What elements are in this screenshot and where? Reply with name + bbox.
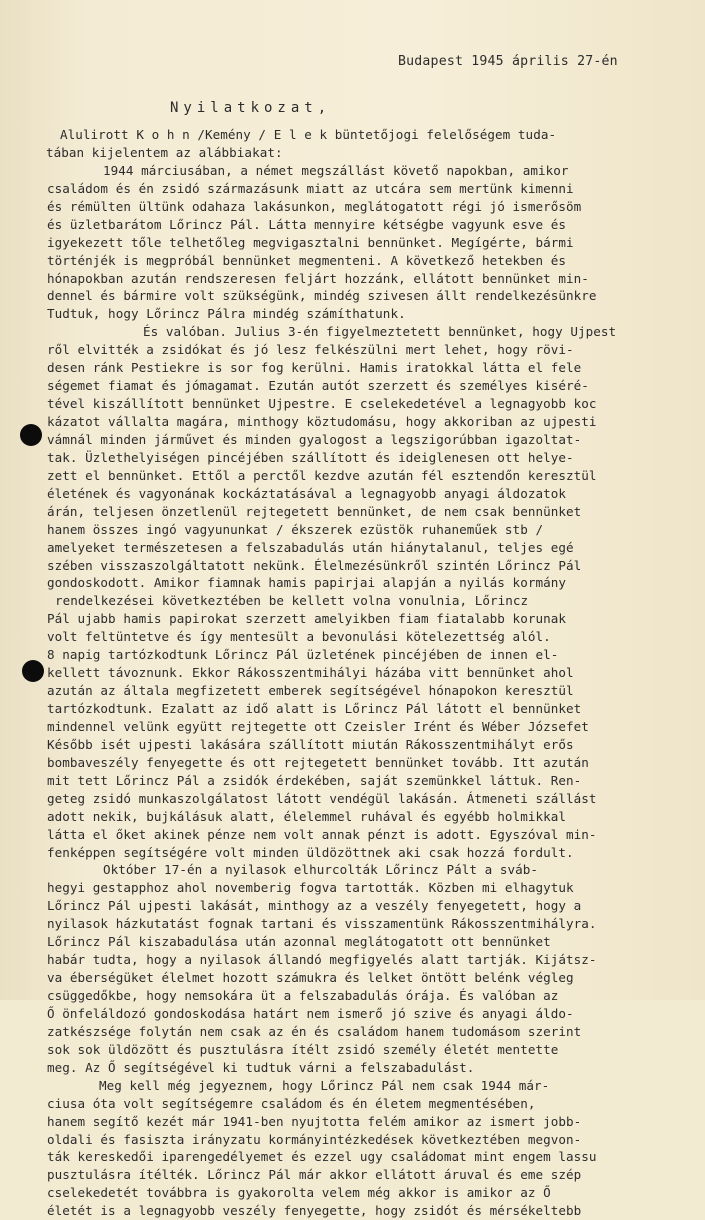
text-line: és üzletbarátom Lőrincz Pál. Látta mennyire kétségbe vagyunk esve és: [47, 216, 566, 232]
text-line: gondoskodott. Amikor fiamnak hamis papirjai alapján a nyilás kormány: [47, 575, 566, 591]
text-line: árán, teljesen önzetlenül rejtegetett bennünket, de nem csak bennünket: [47, 503, 582, 519]
text-line: Pál ujabb hamis papirokat szerzett amelyikben fiam fiatalabb korunak: [47, 611, 566, 627]
text-line: Alulirott K o h n /Kemény / E l e k büntetőjogi felelőségem tuda-: [60, 127, 557, 142]
text-line: életét is a legnagyobb veszély fenyegette, hogy zsidót és mérsékeltebb: [47, 1203, 582, 1219]
text-line: ségemet fiamat és jómagamat. Ezután autót szerzett és személyes kiséré-: [47, 378, 589, 394]
text-line: fenképpen segítségére volt minden üldözöttnek aki csak hozzá fordult.: [47, 844, 574, 860]
date-line: Budapest 1945 április 27-én: [398, 54, 618, 69]
text-line: mit tett Lőrincz Pál a zsidók érdekében, saját szemünkkel láttuk. Ren-: [47, 772, 582, 788]
text-line: tak. Üzlethelyiségen pincéjében szállított és ideiglenesen ott helye-: [47, 449, 574, 465]
text-line: életének és vagyonának kockáztatásával a legnagyobb anyagi áldozatok: [47, 485, 566, 501]
text-line: történjék is megpróbál bennünket megmenteni. A következő hetekben és: [47, 252, 566, 268]
text-line: kázatot vállalta magára, minthogy köztudomásu, hogy akkoriban az ujpesti: [47, 414, 597, 429]
text-line: hanem segítő kezét már 1941-ben nyujtotta felém amikor az ismert jobb-: [47, 1113, 582, 1129]
text-line: hónapokban azután rendszeresen feljárt hozzánk, ellátott bennünket min-: [47, 270, 589, 286]
document-title: Nyilatkozat,: [170, 100, 332, 116]
text-line: És valóban. Julius 3-én figyelmeztetett bennünket, hogy Ujpest: [143, 324, 617, 340]
text-line: ről elvitték a zsidókat és jó lesz felkészülni mert lehet, hogy rövi-: [47, 342, 574, 358]
text-line: 8 napig tartózkodtunk Lőrincz Pál üzletének pincéjében de innen el-: [47, 647, 559, 663]
text-line: igyekezett tőle telhetőleg megvigasztalni bennünket. Megígérte, bármi: [47, 234, 574, 250]
text-line: Tudtuk, hogy Lőrincz Pálra mindég számíthatunk.: [47, 306, 406, 322]
text-line: ciusa óta volt segítségemre családom és én életem megmentésében,: [47, 1095, 536, 1111]
text-line: sok sok üldözött és pusztulásra ítélt zsidó személy életét mentette: [47, 1041, 559, 1057]
text-line: dennel és bármire volt szükségünk, mindég szivesen állt rendelkezésünkre: [47, 288, 597, 304]
text-line: pusztulásra ítélték. Lőrincz Pál már akkor ellátott áruval és eme szép: [47, 1167, 582, 1183]
text-line: adott nekik, bujkálásuk alatt, élelemmel ruhával és egyébb holmikkal: [47, 808, 566, 824]
text-line: csüggedőkbe, hogy nemsokára üt a felszabadulás órája. És valóban az: [47, 988, 559, 1003]
text-line: desen ránk Pestiekre is sor fog kerülni. Hamis iratokkal látta el fele: [47, 360, 582, 376]
text-line: meg. Az Ő segítségével ki tudtuk várni a felszabadulást.: [47, 1059, 475, 1075]
text-line: tában kijelentem az alábbiakat:: [46, 144, 283, 160]
text-line: családom és én zsidó származásunk miatt az utcára sem mertünk kimenni: [47, 180, 574, 196]
text-line: tartózkodtunk. Ezalatt az idő alatt is Lőrincz Pál látott el bennünket: [47, 701, 582, 716]
text-line: nyilasok házkutatást fognak tartani és visszamentünk Rákosszentmihályra.: [47, 916, 597, 932]
text-line: szében visszaszolgáltatott nekünk. Élelmezésünkről szintén Lőrincz Pál: [47, 557, 582, 573]
text-line: geteg zsidó munkaszolgálatost látott vendégül lakásán. Átmeneti szállást: [47, 790, 597, 806]
text-line: Később isét ujpesti lakására szállított miután Rákosszentmihályt erős: [47, 736, 574, 752]
text-line: tével kiszállított bennünket Ujpestre. E cselekedetével a legnagyobb koc: [47, 396, 597, 412]
text-line: zatkészsége folytán nem csak az én és családom hanem tudomásom szerint: [47, 1023, 582, 1039]
text-line: Lőrincz Pál ujpesti lakását, minthogy az a veszély fenyegetett, hogy a: [47, 898, 582, 914]
text-line: látta el őket akinek pénze nem volt annak pénzt is adott. Egyszóval min-: [47, 826, 597, 842]
text-line: oldali és fasiszta irányzatu kormányintézkedések következtében megvon-: [47, 1131, 582, 1147]
text-line: bombaveszély fenyegette és ott rejtegetett bennünket tovább. Itt azután: [47, 754, 589, 770]
document-body: [0, 126, 705, 1220]
text-line: ták kereskedői iparengedélyemet és ezzel ugy családomat mint engem lassu: [47, 1149, 597, 1165]
text-line: kellett távoznunk. Ekkor Rákosszentmihályi házába vitt bennünket ahol: [47, 665, 574, 681]
text-line: Október 17-én a nyilasok elhurcolták Lőrincz Pált a sváb-: [103, 862, 539, 878]
text-line: vámnál minden járművet és minden gyalogost a legszigorúbban igazoltat-: [47, 431, 582, 447]
text-line: hanem összes ingó vagyununkat / ékszerek ezüstök ruhaneműek stb /: [47, 521, 544, 537]
text-line: azután az általa megfizetett emberek segítségével hónapokon keresztül: [47, 683, 574, 699]
text-line: hegyi gestapphoz ahol novemberig fogva tartották. Közben mi elhagytuk: [47, 880, 574, 896]
text-line: Meg kell még jegyeznem, hogy Lőrincz Pál nem csak 1944 már-: [99, 1077, 550, 1093]
text-line: rendelkezései következtében be kellett volna vonulnia, Lőrincz: [55, 593, 529, 609]
text-line: és rémülten ültünk odahaza lakásunkon, meglátogatott régi jó ismerősöm: [47, 198, 582, 214]
text-line: habár tudta, hogy a nyilasok állandó megfigyelés alatt tartják. Kijátsz-: [47, 952, 597, 968]
text-line: Lőrincz Pál kiszabadulása után azonnal meglátogatott ott bennünket: [47, 934, 551, 950]
text-line: mindennel velünk együtt rejtegette ott Czeisler Irént és Wéber Józsefet: [47, 718, 589, 734]
text-line: 1944 márciusában, a német megszállást követő napokban, amikor: [103, 162, 569, 178]
text-line: zett el bennünket. Ettől a perctől kezdve azután fél esztendőn keresztül: [47, 467, 597, 483]
text-line: cselekedetét továbbra is gyakorolta velem még akkor is amikor az Ő: [47, 1185, 551, 1201]
text-line: va éberségüket élelmet hozott számukra és lelket öntött belénk végleg: [47, 970, 574, 986]
text-line: amelyeket természetesen a felszabadulás után hiánytalanul, teljes egé: [47, 539, 574, 555]
text-line: Ő önfeláldozó gondoskodása határt nem ismerő jó szive és anyagi áldo-: [47, 1005, 574, 1021]
text-line: volt feltüntetve és így mentesült a bevonulási kötelezettség alól.: [47, 629, 551, 645]
